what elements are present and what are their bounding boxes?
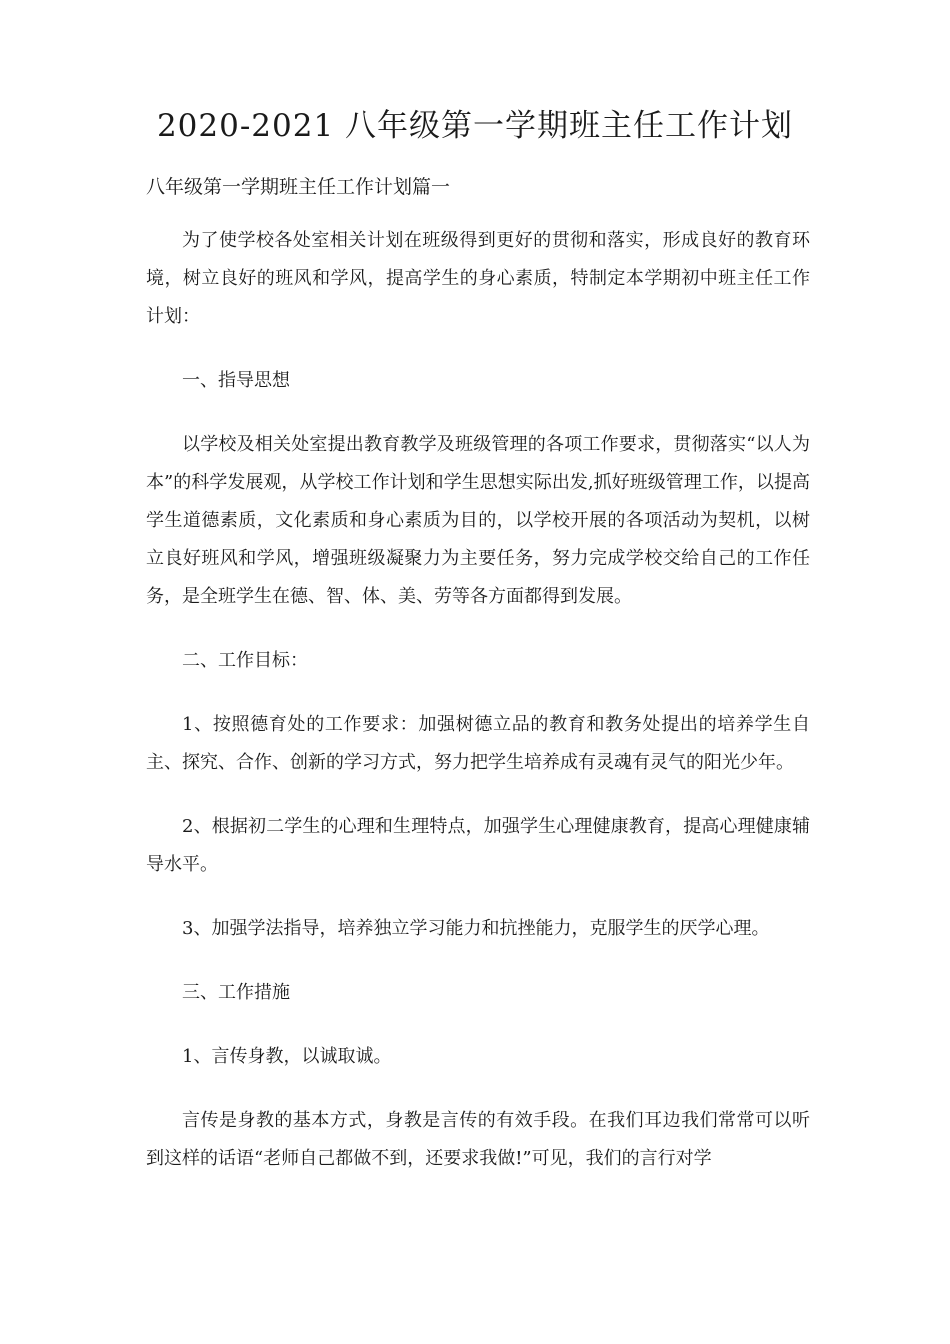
- paragraph-measure-1-title: 1、言传身教，以诚取诚。: [182, 1046, 392, 1067]
- paragraph-goal-2: 2、根据初二学生的心理和生理特点，加强学生心理健康教育，提高心理健康辅导水平。: [146, 816, 810, 875]
- paragraph-measure-1-body: 言传是身教的基本方式，身教是言传的有效手段。在我们耳边我们常常可以听到这样的话语“老师自己都做不到，还要求我做!”可见，我们的言行对学: [146, 1110, 810, 1169]
- heading-work-goals: 二、工作目标：: [182, 650, 308, 671]
- section-title: 八年级第一学期班主任工作计划篇一: [146, 176, 451, 198]
- paragraph-guiding-ideology: 以学校及相关处室提出教育教学及班级管理的各项工作要求，贯彻落实“以人为本”的科学发展观，从学校工作计划和学生思想实际出发,抓好班级管理工作，以提高学生道德素质，文化素质和身心素质为目的，以学校开展的各项活动为契机，以树立良好班风和学风，增强班级凝聚力为主要任务，努力完成学校交给自己的工作任务，是全班学生在德、智、体、美、劳等各方面都得到发展。: [146, 434, 810, 607]
- paragraph-goal-3: 3、加强学法指导，培养独立学习能力和抗挫能力，克服学生的厌学心理。: [182, 918, 770, 939]
- heading-work-measures: 三、工作措施: [182, 982, 290, 1003]
- paragraph-goal-1: 1、按照德育处的工作要求：加强树德立品的教育和教务处提出的培养学生自主、探究、合作、创新的学习方式，努力把学生培养成有灵魂有灵气的阳光少年。: [146, 714, 810, 773]
- paragraph-intro: 为了使学校各处室相关计划在班级得到更好的贯彻和落实，形成良好的教育环境，树立良好的班风和学风，提高学生的身心素质，特制定本学期初中班主任工作计划：: [146, 230, 810, 327]
- document-body: [146, 222, 810, 1204]
- heading-guiding-ideology: 一、指导思想: [182, 370, 290, 391]
- document-title: 2020-2021 八年级第一学期班主任工作计划: [156, 108, 794, 144]
